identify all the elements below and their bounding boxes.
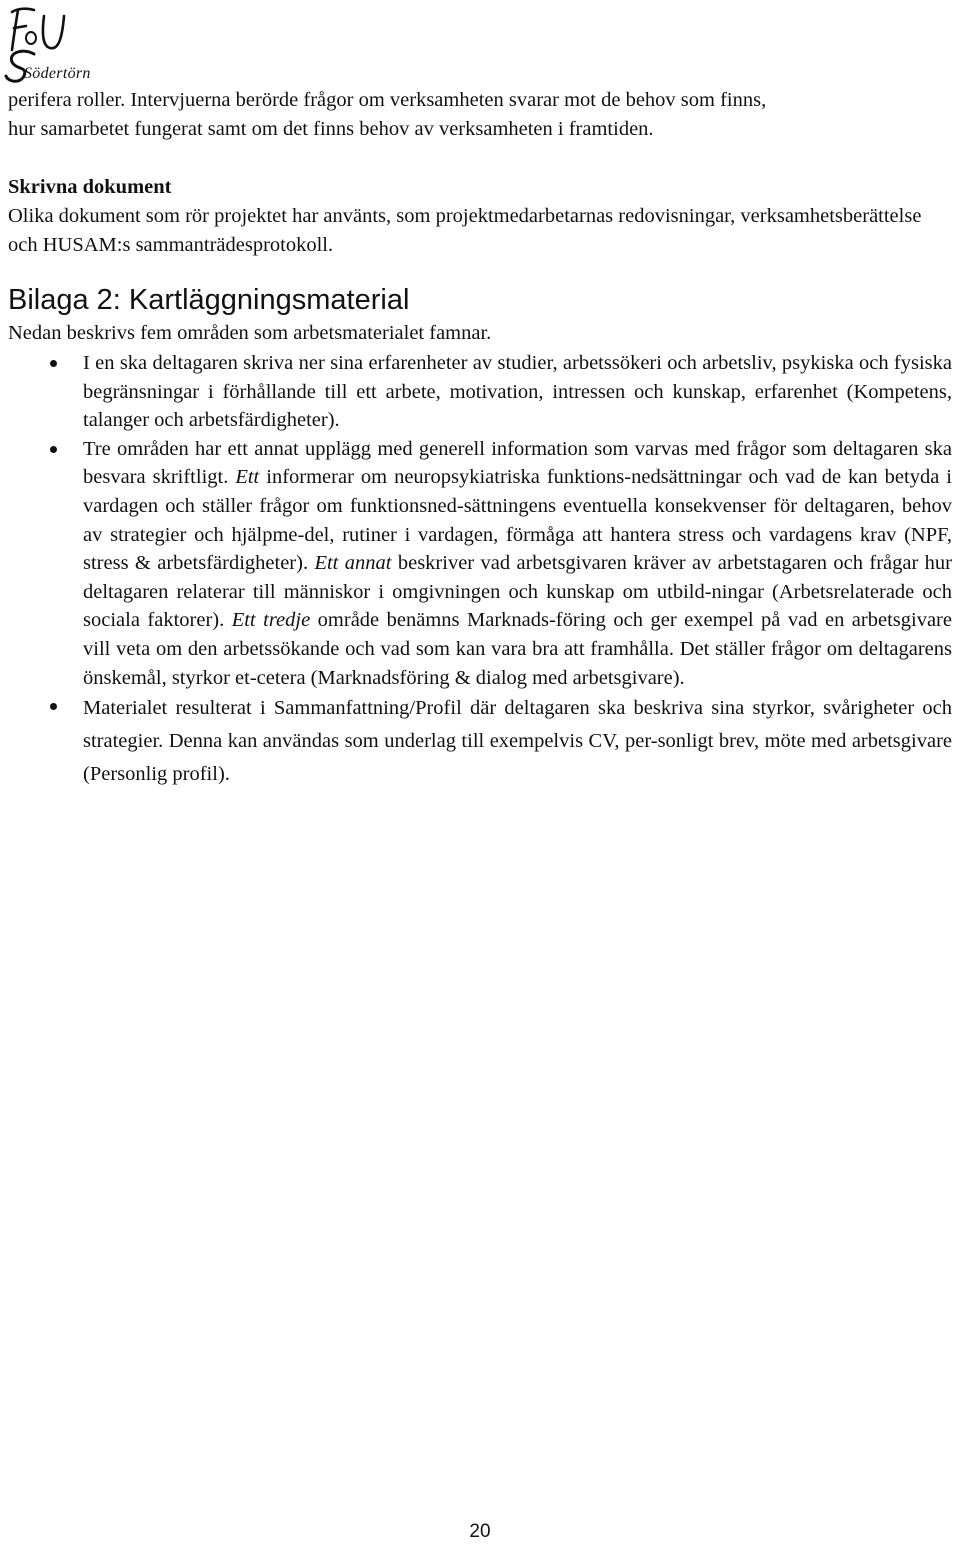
bullet-1-text: I en ska deltagaren skriva ner sina erfarenheter av studier, arbetssökeri och arbetsliv, psykiska och fysiska begränsningar i förhållande till ett arbete, motivation, intressen och kunskap, erfarenhet (Kompetens, talanger och arbetsfärdigheter). (83, 352, 952, 432)
appendix-lead: Nedan beskrivs fem områden som arbetsmaterialet famnar. (8, 322, 492, 344)
bullet-2-part-3: beskriver vad arbetsgivaren kräver av arbetstagaren och frågar hur deltagaren relaterar till människor i omgivningen och kunskap om utbild-ningar (Arbetsrelaterade och sociala faktorer). (83, 552, 952, 632)
bullet-2-emphasis-2: Ett annat (314, 552, 392, 575)
bullet-icon (50, 360, 57, 367)
areas-list (8, 349, 952, 791)
written-docs-paragraph: Olika dokument som rör projektet har använts, som projektmedarbetarnas redovisningar, verksamhetsberättelse och HUSAM:s sammanträdesprotokoll. (8, 205, 922, 256)
list-item (8, 692, 952, 791)
list-item (8, 435, 952, 692)
bullet-2-part-1: Tre områden har ett annat upplägg med generell information som varvas med frågor som deltagaren ska besvara skriftligt. (83, 437, 952, 489)
intro-line-2: hur samarbetet fungerat samt om det finns behov av verksamheten i framtiden. (8, 118, 654, 140)
bullet-3-text: Materialet resulterat i Sammanfattning/Profil där deltagaren ska beskriva sina styrkor, svårigheter och strategier. Denna kan användas som underlag till exempelvis CV, per-sonligt brev, möte med arbetsgivare (Personlig profil). (83, 697, 952, 786)
section-title-written-docs: Skrivna dokument (8, 176, 172, 198)
page-number: 20 (469, 1521, 491, 1542)
document-page (8, 86, 952, 791)
bullet-icon (50, 703, 57, 710)
appendix-heading: Bilaga 2: Kartläggningsmaterial (8, 284, 410, 316)
bullet-icon (50, 446, 57, 453)
bullet-2-part-2: informerar om neuropsykiatriska funktions-nedsättningar och vad de kan betyda i vardagen och ställer frågor om funktionsned-sättningens eventuella konsekvenser för deltagaren, behov av strategier och hjälpme-del, rutiner i vardagen, förmåga att hantera stress och vardagens krav (NPF, stress & arbetsfärdigheter). (83, 466, 952, 575)
fou-sodertorn-logo (4, 4, 91, 84)
intro-line-1: perifera roller. Intervjuerna berörde frågor om verksamheten svarar mot de behov som finns, (8, 89, 767, 111)
bullet-2-emphasis-1: Ett (235, 466, 260, 489)
intro-paragraph (8, 86, 952, 144)
list-item (8, 349, 952, 435)
bullet-2-part-4: område benämns Marknads-föring och ger exempel på vad en arbetsgivare vill veta om den arbetssökande och vad som kan vara bra att framhålla. Det ställer frågor om deltagarens önskemål, styrkor et-cetera (Marknadsföring & dialog med arbetsgivare). (83, 609, 952, 689)
bullet-2-emphasis-3: Ett tredje (231, 609, 311, 632)
logo-wordmark: Södertörn (24, 65, 91, 82)
